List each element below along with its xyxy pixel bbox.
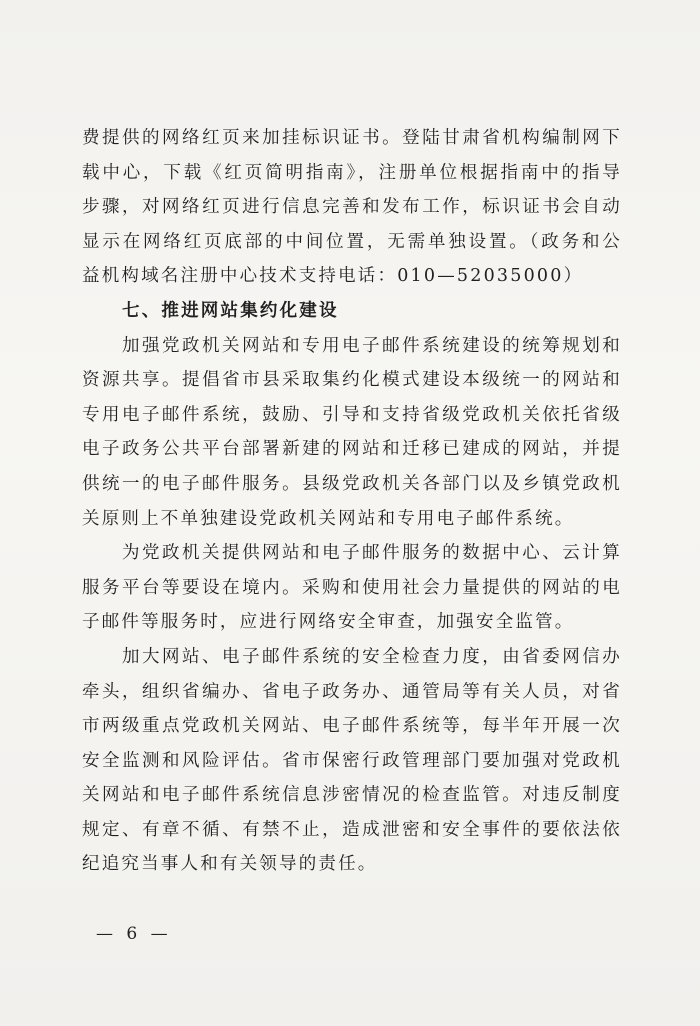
paragraph-intensive-construction: 加强党政机关网站和专用电子邮件系统建设的统筹规划和资源共享。提倡省市县采取集约化模式建设本级统一的网站和专用电子邮件系统，鼓励、引导和支持省级党政机关依托省级电子政务公共平台部署新建的网站和迁移已建成的网站，并提供统一的电子邮件服务。县级党政机关各部门以及乡镇党政机关原则上不单独建设党政机关网站和专用电子邮件系统。	[82, 335, 622, 529]
paragraph-data-center: 为党政机关提供网站和电子邮件服务的数据中心、云计算服务平台等要设在境内。采购和使用社会力量提供的网站的电子邮件等服务时，应进行网络安全审查，加强安全监管。	[82, 543, 622, 633]
paragraph-continued: 费提供的网络红页来加挂标识证书。登陆甘肃省机构编制网下载中心，下载《红页简明指南》，注册单位根据指南中的指导步骤，对网络红页进行信息完善和发布工作，标识证书会自动显示在网络红页底部的中间位置，无需单独设置。（政务和公益机构域名注册中心技术支持电话：010—52035000）	[82, 128, 622, 287]
document-body	[82, 121, 622, 882]
paragraph-security-inspection: 加大网站、电子邮件系统的安全检查力度，由省委网信办牵头，组织省编办、省电子政务办、通管局等有关人员，对省市两级重点党政机关网站、电子邮件系统等，每半年开展一次安全监测和风险评估。省市保密行政管理部门要加强对党政机关网站和电子邮件系统信息涉密情况的检查监管。对违反制度规定、有章不循、有禁不止，造成泄密和安全事件的要依法依纪追究当事人和有关领导的责任。	[82, 646, 622, 875]
section-heading-7: 七、推进网站集约化建设	[122, 300, 339, 321]
page-number: — 6 —	[96, 924, 172, 944]
